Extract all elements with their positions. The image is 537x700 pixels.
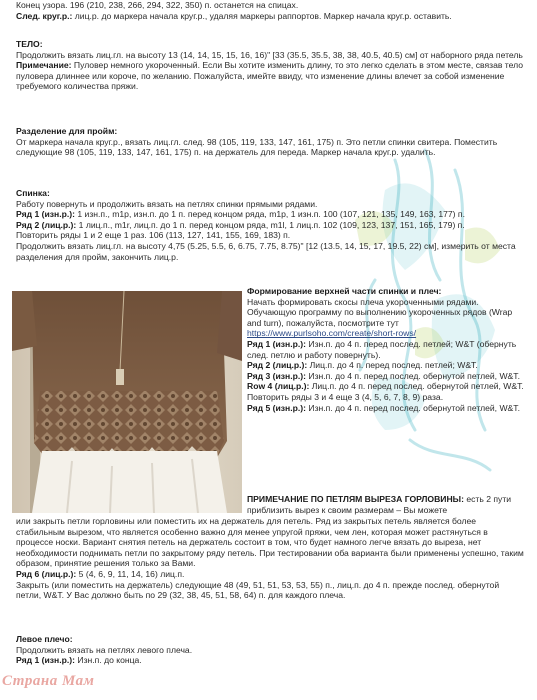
back-text: Работу повернуть и продолжить вязать на петлях спинки прямыми рядами. (16, 198, 318, 209)
armhole-section (16, 126, 524, 158)
neck-row-6-text: 5 (4, 6, 9, 11, 14, 16) лиц.п. (76, 568, 185, 579)
next-round-label: След. круг.р.: (16, 10, 73, 21)
body-title: ТЕЛО: (16, 39, 43, 49)
body-note (16, 60, 524, 92)
shoulder-row-3-text: Изн.п. до 4 п. перед послед. обернутой петлей, W&T. (306, 370, 520, 381)
intro-line: Конец узора. 196 (210, 238, 266, 294, 322, 350) п. останется на спицах. (16, 0, 299, 10)
shoulder-row-2-text: Лиц.п. до 4 п. перед послед. петлей; W&T. (307, 360, 478, 371)
back-section (16, 188, 524, 262)
neck-note-header (247, 494, 527, 515)
back-continue: Продолжить вязать лиц.гл. на высоту 4,75 (5.25, 5.5, 6, 6.75, 7.75, 8.75)" [12 (13.5, 14, 15, 17, 19.5, 22) см], измерить от места разделения для пройм, закончить лиц.р. (16, 240, 516, 262)
shoulder-row-4-label: Row 4 (лиц.р.): (247, 381, 310, 392)
left-shoulder-section (16, 634, 524, 666)
back-row2-text: 1 лиц.п., m1r, лиц.п. до 1 п. перед концом ряда, m1l, 1 лиц.п. 102 (109, 123, 137, 151, 165, 179) п. (76, 219, 465, 230)
back-row2-label: Ряд 2 (лиц.р.): (16, 219, 77, 230)
back-row1-label: Ряд 1 (изн.р.): (16, 209, 75, 220)
neck-note-section (16, 516, 524, 601)
shoulders-title: Формирование верхней части спинки и плеч: (247, 286, 442, 296)
shoulder-row-2-label: Ряд 2 (лиц.р.): (247, 360, 308, 371)
neck-row-6 (16, 569, 524, 580)
left-shoulder-text: Продолжить вязать на петлях левого плеча. (16, 644, 193, 655)
neck-row-6-label: Ряд 6 (лиц.р.): (16, 568, 77, 579)
intro-section (16, 0, 524, 21)
shoulder-row-5-label: Ряд 5 (изн.р.): (247, 402, 306, 413)
shoulder-row-5-text: Изн.п. до 4 п. перед послед. обернутой петлей, W&T. (306, 402, 520, 413)
shoulders-intro: Начать формировать скосы плеча укороченными рядами. (247, 296, 479, 307)
left-shoulder-row1-text: Изн.п. до конца. (75, 655, 142, 666)
shoulder-row-1-label: Ряд 1 (изн.р.): (247, 338, 306, 349)
short-rows-link[interactable]: https://www.purlsoho.com/create/short-rows/ (247, 328, 417, 339)
shoulder-row-4-text: Лиц.п. до 4 п. перед послед. обернутой петлей, W&T. (309, 381, 524, 392)
shoulder-row-2 (247, 360, 527, 371)
back-row2 (16, 220, 524, 231)
back-title: Спинка: (16, 188, 50, 198)
shoulder-row-3-label: Ряд 3 (изн.р.): (247, 370, 306, 381)
back-repeat: Повторить ряды 1 и 2 еще 1 раз. 106 (113, 127, 141, 155, 169, 183) п. (16, 230, 291, 241)
next-round-line (16, 11, 524, 22)
back-row1-text: 1 изн.п., m1p, изн.п. до 1 п. перед концом ряда, m1p, 1 изн.п. 100 (107, 121, 135, 149, 163, 177) п. (75, 209, 465, 220)
body-text: Продолжить вязать лиц.гл. на высоту 13 (14, 14, 15, 15, 16, 16)" [33 (35.5, 35.5, 38, 38, 40.5, 40.5) см] от наборного ряда петель (16, 49, 523, 60)
shoulders-repeat: Повторить ряды 3 и 4 еще 3 (4, 5, 6, 7, 8, 9) раза. (247, 391, 444, 402)
armhole-title: Разделение для пройм: (16, 126, 118, 136)
sweater-photo (12, 291, 242, 513)
sweater-image (12, 291, 242, 513)
shoulder-row-1 (247, 339, 527, 360)
shoulder-row-5 (247, 403, 527, 414)
armhole-text: От маркера начала круг.р., вязать лиц.гл. след. 98 (105, 119, 133, 147, 161, 175) п. Это петли спинки свитера. Поместить следующие 98 (105, 119, 133, 147, 161, 175) п. на держатель для переда. Маркер начала круг.р. удалить. (16, 136, 498, 158)
left-shoulder-row1 (16, 655, 524, 666)
shoulder-row-4 (247, 381, 527, 392)
site-watermark: Страна Мам (2, 673, 95, 689)
shoulders-section (247, 286, 527, 413)
shoulder-row-1-text: Изн.п. до 4 п. перед послед. петлей; W&T (обернуть след. петлю и работу повернуть). (247, 338, 517, 360)
back-row1 (16, 209, 524, 220)
neck-note-intro-text: есть 2 пути приблизить вырез к своим размерам – Вы можете (247, 494, 512, 515)
neck-note-title: ПРИМЕЧАНИЕ ПО ПЕТЛЯМ ВЫРЕЗА ГОРЛОВИНЫ: (247, 494, 464, 504)
neck-close-text: Закрыть (или поместить на держатель) следующие 48 (49, 51, 51, 53, 53, 55) п., лиц.п. до 4 п. прежде послед. обернутой петли, W&T. У Вас должно быть по 29 (32, 38, 45, 51, 58, 64) п. для каждого плеча. (16, 579, 500, 601)
left-shoulder-title: Левое плечо: (16, 634, 73, 644)
left-shoulder-row1-label: Ряд 1 (изн.р.): (16, 655, 75, 666)
shoulders-tutorial: Обучающую программу по выполнению укороченных рядов (Wrap and turn), пожалуйста, посмотрите тут (247, 307, 513, 328)
body-section (16, 39, 524, 92)
neck-note-text: или закрыть петли горловины или поместить их на держатель для петель. Ряд из закрытых петель является более стабильным вырезом, что является особенно важно для менее упругой пряжи, чем лен, которая может растянуться в процессе носки. Вариант снятия петель на держатель состоит в том, что будет намного легче вязать до выреза, нет необходимости поднимать петли по закрытому ряду петель. При тестировании оба варианта были применены успешно, таким образом, принятие решения только за Вами. (16, 516, 524, 569)
body-note-text: Пуловер немного укороченный. Если Вы хотите изменить длину, то это легко сделать в этом месте, связав тело пуловера длиннее или короче, по желанию. Пожалуйста, имейте ввиду, что изменение длины влечет за собой изменение требуемого количества пряжи. (16, 60, 524, 92)
next-round-text: лиц.р. до маркера начала круг.р., удаляя маркеры раппортов. Маркер начала круг.р. оставить. (72, 10, 452, 21)
shoulder-row-3 (247, 371, 527, 382)
body-note-label: Примечание: (16, 60, 72, 71)
neck-note-intro (247, 494, 527, 515)
